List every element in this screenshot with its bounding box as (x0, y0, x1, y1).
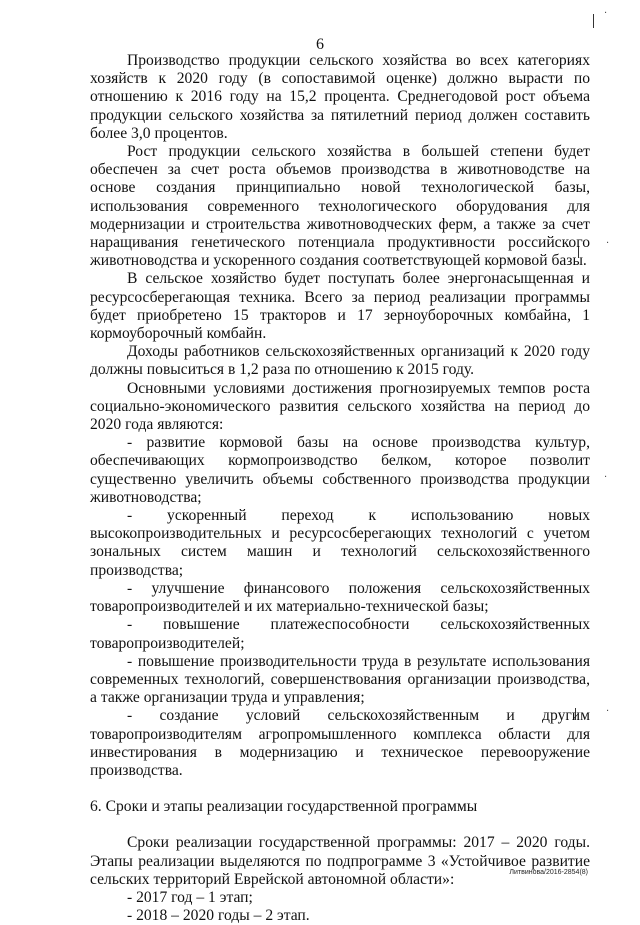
list-item: - повышение платежеспособности сельскохозяйственных товаропроизводителей; (90, 616, 590, 652)
section-heading: 6. Сроки и этапы реализации государственной программы (90, 798, 478, 816)
paragraph-production-forecast: Производство продукции сельского хозяйства во всех категориях хозяйств к 2020 году (в сопоставимой оценке) должно вырасти по отношению к 2016 году на 15,2 процента. Среднегодовой рост объема продукции сельского хозяйства за пятилетний период должен составить более 3,0 процентов. (90, 52, 590, 142)
list-item: - ускоренный переход к использованию новых высокопроизводительных и ресурсосберегающих технологий с учетом зональных систем машин и технологий сельскохозяйственного производства; (90, 507, 590, 579)
document-code: Литвинова/2016-2854(8) (509, 869, 588, 876)
scan-speck: · (604, 472, 608, 483)
list-item: - развитие кормовой базы на основе производства культур, обеспечивающих кормопроизводство белком, которое позволит существенно увеличить объемы собственного производства продукции животноводства; (90, 434, 590, 506)
paragraph-conditions-intro: Основными условиями достижения прогнозируемых темпов роста социально-экономического развития сельского хозяйства на период до 2020 года являются: (90, 379, 590, 434)
paragraph-income: Доходы работников сельскохозяйственных организаций к 2020 году должны повыситься в 1,2 раза по отношению к 2015 году. (90, 343, 590, 379)
list-item: - повышение производительности труда в результате использования современных технологий, совершенствования организации производства, а также организации труда и управления; (90, 652, 590, 707)
list-item: - улучшение финансового положения сельскохозяйственных товаропроизводителей и их материально-технической базы; (90, 579, 590, 616)
paragraph-timeline: Сроки реализации государственной программы: 2017 – 2020 годы. Этапы реализации выделяются по подпрограмме 3 «Устойчивое развитие сельских территорий Еврейской автономной области»: (90, 834, 590, 888)
scan-mark (593, 14, 594, 28)
paragraph-machinery: В сельское хозяйство будет поступать более энергонасыщенная и ресурсосберегающая техника. Всего за период реализации программы будет приобретено 15 тракторов и 17 зерноуборочных комбайна, 1 кормоуборочный комбайн. (90, 270, 590, 343)
scan-speck: · (604, 8, 608, 19)
list-item-stage: - 2018 – 2020 годы – 2 этап. (127, 907, 310, 925)
scan-speck: · (606, 238, 610, 249)
page-number: 6 (316, 36, 324, 53)
list-item-stage: - 2017 год – 1 этап; (127, 888, 253, 906)
paragraph-livestock-growth: Рост продукции сельского хозяйства в большей степени будет обеспечен за счет роста объемов производства в животноводстве на основе создания принципиально новой технологической базы, использования современного технологического оборудования для модернизации и строительства животноводческих ферм, а также за счет наращивания генетического потенциала продуктивности российского животноводства и ускоренного создания соответствующей кормовой базы. (90, 143, 590, 270)
document-body (90, 52, 590, 925)
list-item: - создание условий сельскохозяйственным и другим товаропроизводителям агропромышленного комплекса области для инвестирования в модернизацию и техническое перевооружение производства. (90, 707, 590, 779)
scan-speck: · (606, 706, 610, 717)
